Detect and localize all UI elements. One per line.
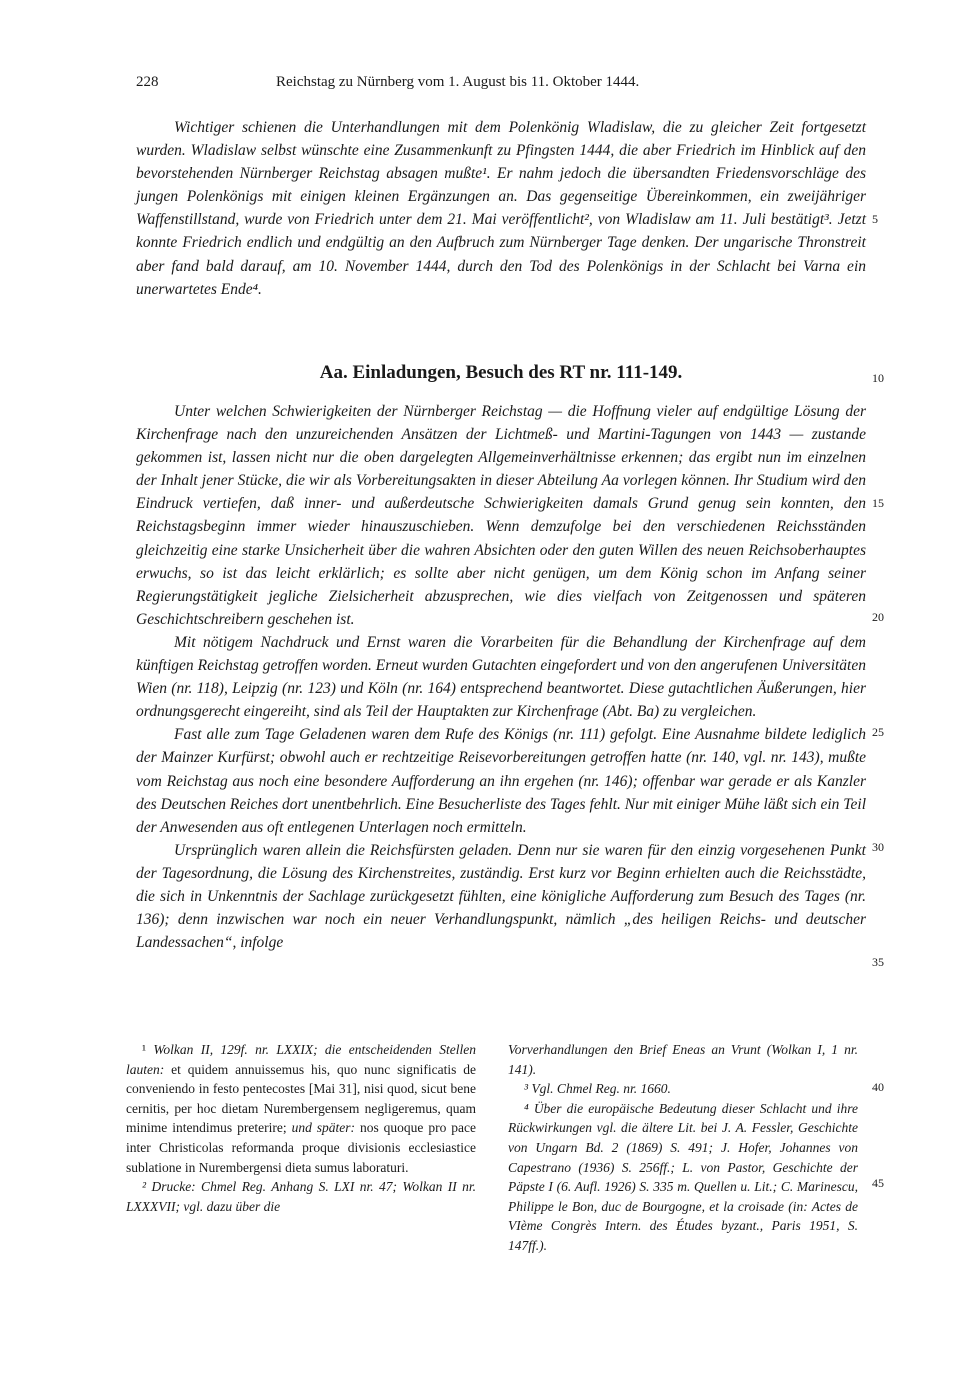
line-number: 20 — [872, 610, 884, 624]
footnote-3 — [508, 1079, 858, 1099]
line-number: 40 — [872, 1080, 884, 1094]
footnote-1-ref: Wolkan II, 129f. nr. LXXIX; die entscheidenden Stellen lauten: — [126, 1042, 476, 1077]
main-text — [136, 400, 866, 954]
paragraph-4: Ursprünglich waren allein die Reichsfürsten geladen. Denn nur sie waren für den einzig vorgesehenen Punkt der Tagesordnung, die Lösung des Kirchenstreites, zuständig. Erst kurz vor Beginn erhielten auch die Reichsstädte, die sich in Unkenntnis der Sachlage zurückgesetzt fühlten, eine königliche Aufforderung zum Besuch des Tages (nr. 136); denn inzwischen war noch ein neuer Verhandlungspunkt, nämlich „des heiligen Reichs- und deutscher Landessachen“, infolge — [136, 841, 866, 952]
paragraph-3: Fast alle zum Tage Geladenen waren dem Rufe des Königs (nr. 111) gefolgt. Eine Ausnahme bildete lediglich der Mainzer Kurfürst; obwohl auch er rechtzeitige Reisevorbereitungen getroffen hatte (nr. 140, vgl. nr. 143), mußte vom Reichstag aus noch eine besondere Aufforderung an ihn ergehen (nr. 146); offenbar war gerade er als Kanzler des Deutschen Reiches dort unentbehrlich. Eine Besucherliste des Tages fehlt. Nur mit einiger Mühe läßt sich ein Teil der Anwesenden aus oft entlegenen Unterlagen noch ermitteln. — [136, 726, 866, 836]
footnote-1-quote: nos quoque pro pace inter Christicolas reformanda proque divisionis ecclesiastice sublatione in Nurembergensi dieta sumus laboraturi. — [126, 1120, 477, 1175]
paragraph-2: Mit nötigem Nachdruck und Ernst waren die Vorarbeiten für die Behandlung der Kirchenfrage auf dem künftigen Reichstag getroffen worden. Erneut wurden Gutachten eingefordert und von den angerufenen Universitäten Wien (nr. 118), Leipzig (nr. 123) und Köln (nr. 164) entsprechend beantwortet. Diese gutachtlichen Äußerungen, hier ordnungsgerecht eingereiht, sind als Teil der Hauptakten zur Kirchenfrage (Abt. Ba) zu vergleichen. — [136, 633, 866, 721]
running-title: Reichstag zu Nürnberg vom 1. August bis 11. Oktober 1444. — [276, 74, 640, 90]
footnote-4-text: Über die europäische Bedeutung dieser Schlacht und ihre Rückwirkungen vgl. die ältere Lit. bei J. A. Fessler, Geschichte von Ungarn Bd. 2 (1869) S. 491; J. Hofer, Johannes von Capestrano (1936) S. 256ff.; L. von Pastor, Geschichte der Päpste I (6. Aufl. 1926) S. 335 m. Quellen u. Lit.; C. Marinescu, Philippe le Bon, duc de Bourgogne, et la croisade (in: Actes de VIème Congrès Intern. des Études byzant., Paris 1951, S. 147ff.). — [508, 1100, 858, 1253]
footnote-mark: ¹ — [142, 1042, 147, 1057]
line-number: 30 — [872, 840, 884, 854]
line-number: 45 — [872, 1176, 884, 1190]
line-number: 5 — [872, 212, 878, 226]
footnote-1-later: und später: — [291, 1120, 356, 1136]
footnote-2 — [126, 1177, 476, 1216]
footnotes-right — [508, 1040, 858, 1256]
footnote-1-quote: , nisi quod, sicut bene cernitis, per hoc dietam Nurembergensem negligeremus, quam minime intendimus preterire; — [126, 1081, 476, 1136]
footnotes-left — [126, 1040, 476, 1216]
footnote-3-text: Vgl. Chmel Reg. nr. 1660. — [531, 1081, 671, 1097]
running-header — [136, 74, 866, 98]
line-number: 15 — [872, 496, 884, 510]
section-heading: Aa. Einladungen, Besuch des RT nr. 111-149. — [319, 362, 683, 383]
footnote-mark: ² — [142, 1179, 147, 1195]
line-number: 25 — [872, 725, 884, 739]
intro-block — [136, 116, 866, 301]
line-number: 35 — [872, 955, 884, 969]
line-number: 10 — [872, 371, 884, 385]
footnote-1-date: [Mai 31] — [308, 1081, 357, 1097]
page-number: 228 — [136, 74, 159, 90]
footnote-4 — [508, 1099, 858, 1256]
footnote-mark: ³ — [524, 1081, 529, 1097]
footnote-1-quote: et quidem annuissemus his, quo nunc significatis de conveniendo in festo pentecostes — [126, 1061, 477, 1097]
footnote-1 — [126, 1040, 476, 1177]
footnote-2-continued: Vorverhandlungen den Brief Eneas an Vrunt (Wolkan I, 1 nr. 141). — [508, 1042, 858, 1077]
footnote-mark: ⁴ — [524, 1100, 529, 1116]
footnote-2-text: Drucke: Chmel Reg. Anhang S. LXI nr. 47; Wolkan II nr. LXXXVII; vgl. dazu über die — [126, 1179, 477, 1214]
paragraph-1: Unter welchen Schwierigkeiten der Nürnberger Reichstag — die Hoffnung vieler auf endgültige Lösung der Kirchenfrage nach den unzureichenden Ansätzen der Lichtmeß- und Martini-Tagungen von 1443 — zustande gekommen ist, lassen nicht nur die oben dargelegten Allgemeinverhältnisse erkennen; das ergibt nun im einzelnen der Inhalt jener Stücke, die wir als Vorbereitungsakten in dieser Abteilung Aa vorlegen können. Ihr Studium wird den Eindruck vertiefen, daß inner- und außerdeutsche Schwierigkeiten damals Grund genug sein konnten, den Reichstagsbeginn immer wieder hinauszuschieben. Wenn demzufolge bei den verschiedenen Reichsständen gleichzeitig eine starke Unsicherheit über die wahren Absichten oder den guten Willen des neuen Reichsoberhauptes erwuchs, so ist das leicht erklärlich; es sollte aber nicht genügen, um dem König schon im Anfang seiner Regierungstätigkeit jegliche Zielsicherheit abzusprechen, wie dies vielfach von Zeitgenossen und späteren Geschichtschreibern geschehen ist. — [136, 403, 866, 628]
intro-paragraph: Wichtiger schienen die Unterhandlungen mit dem Polenkönig Wladislaw, die zu gleicher Zeit fortgesetzt wurden. Wladislaw selbst wünschte eine Zusammenkunft zu Pfingsten 1444, die aber Friedrich im Hinblick auf den bevorstehenden Nürnberger Reichstag absagen mußte¹. Er nahm jedoch die übersandten Friedensvorschläge des jungen Polenkönigs mit einigen kleinen Ergänzungen an. Das gegenseitige Übereinkommen, ein zweijähriger Waffenstillstand, wurde von Friedrich unter dem 21. Mai veröffentlicht², von Wladislaw am 11. Juli bestätigt³. Jetzt konnte Friedrich endlich und endgültig an den Aufbruch zum Nürnberger Tage denken. Der ungarische Thronstreit aber fand bald darauf, am 10. November 1444, durch den Tod des Polenkönigs in der Schlacht bei Varna ein unerwartetes Ende⁴. — [136, 119, 866, 298]
